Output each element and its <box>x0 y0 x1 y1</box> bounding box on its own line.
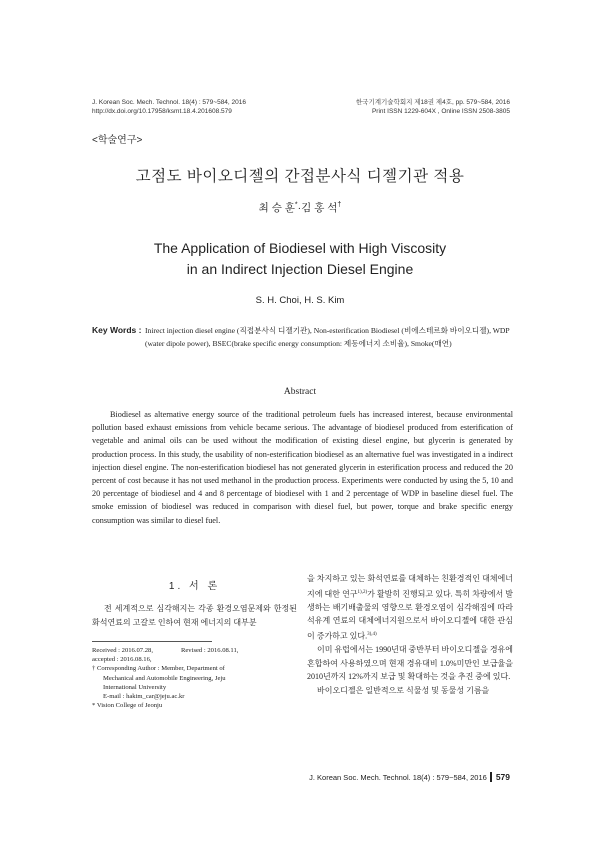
revised-date: Revised : 2016.08.11, <box>180 647 239 654</box>
affiliation-vision-college: * Vision College of Jeonju <box>92 702 163 710</box>
author-1: 최 승 훈 <box>258 202 295 214</box>
author-mark-2: † <box>337 201 342 209</box>
title-english-line-2: in an Indirect Injection Diesel Engine <box>186 261 414 277</box>
authors-korean <box>0 200 600 215</box>
citation-ref-2: 3),4) <box>367 632 377 638</box>
intro-left-column: 전 세계적으로 심각해지는 각종 환경오염문제와 한정된 화석연료의 고갈로 인하여 현재 에너지의 대부분 <box>92 604 297 627</box>
author-2: ·김 홍 석 <box>297 202 338 214</box>
doi-link[interactable]: http://dx.doi.org/10.17958/ksmt.18.4.201608.579 <box>92 108 232 115</box>
abstract-body: Biodiesel as alternative energy source of the traditional petroleum fuels has increased interest, because environmental pollution based exhaust emissions from vehicle became serious. The advantage of biodiesel produced from esterification of vegetable and animal oils can be used without the modification of existing diesel engine, but glycerin is generated by production process. In this study, the usability of non-esterification biodiesel as an alternative fuel was investigated in a indirect injection diesel engine. The non-esterification biodiesel has not generated glycerin in esterification process and reduced the 20 percent of cost because it has not used methanol in the production process. Experiments were conducted by using the 5, 10 and 20 percentage of biodiesel and 4 and 8 percentage of biodiesel with 1 and 2 percentage of WDP in baseline diesel fuel. The smoke emission of biodiesel was reduced in comparison with diesel fuel, but power, torque and brake specific energy consumption was similar to diesel fuel. <box>92 410 513 525</box>
journal-name-ko: 한국기계기술학회지 제18권 제4호, pp. 579~584, 2016 <box>355 99 510 106</box>
page-footer <box>309 772 510 782</box>
right-paragraph-2: 이미 유럽에서는 1990년대 중반부터 바이오디젤을 경유에 혼합하여 사용하였으며 현재 경유대비 1.0%미만인 보급율을 2010년까지 12%까지 보급 및 확대하는 것을 추진 중에 있다. <box>307 645 514 682</box>
keywords-label: Key Words : <box>92 325 142 335</box>
corresponding-author-2: Mechanical and Automobile Engineering, Jeju <box>103 674 226 682</box>
title-english-line-1: The Application of Biodiesel with High Viscosity <box>153 240 447 256</box>
title-korean: 고점도 바이오디젤의 간접분사식 디젤기관 적용 <box>135 168 465 185</box>
page-number: 579 <box>490 772 510 782</box>
journal-citation <box>92 98 246 116</box>
footnote-block <box>92 646 297 710</box>
right-p1-text: 을 차지하고 있는 화석연료를 대체하는 친환경적인 대체에너지에 대한 연구 <box>307 574 513 599</box>
right-p1-text-cont: 가 활발히 진행되고 있다. 특히 차량에서 발생하는 배기배출물의 영향으로 환경오염이 심각해짐에 따라 석유계 연료의 대체에너지원으로서 바이오디젤에 대한 관심이 증가하고 있다. <box>307 589 514 641</box>
keywords-text: Inirect injection diesel engine (직접분사식 디젤기관), Non-esterification Biodiesel (비에스테르화 바이오디젤), WDP (water dipole power), BSEC(brake specific energy consumption: 제동에너지 소비율), Smoke(매연) <box>145 326 510 348</box>
citation-ref-1: 1),2) <box>357 589 368 595</box>
issn: Print ISSN 1229-604X , Online ISSN 2508-3805 <box>371 108 510 115</box>
intro-right-column <box>307 572 513 698</box>
author-email[interactable]: E-mail : hakim_car@jeju.ac.kr <box>103 693 185 701</box>
title-english <box>0 238 600 280</box>
corresponding-author-3: International University <box>103 683 167 691</box>
right-paragraph-1 <box>307 572 513 643</box>
abstract-title: Abstract <box>283 387 317 397</box>
authors-english: S. H. Choi, H. S. Kim <box>255 295 345 306</box>
footnote-divider <box>92 641 212 642</box>
article-category: <학술연구> <box>92 135 143 146</box>
received-date: Received : 2016.07.28, <box>92 647 153 654</box>
footnote-dates-line <box>92 646 297 655</box>
corresponding-author-1: † Corresponding Author : Member, Department of <box>92 665 225 673</box>
author-mark-1: * <box>294 201 298 209</box>
journal-name-en: J. Korean Soc. Mech. Technol. 18(4) : 579~584, 2016 <box>92 99 246 106</box>
right-paragraph-3: 바이오디젤은 일반적으로 식물성 및 동물성 기름을 <box>317 686 490 696</box>
journal-citation-ko <box>356 98 510 116</box>
section-heading-introduction: 1. 서 론 <box>168 581 221 592</box>
accepted-date: accepted : 2016.08.16, <box>92 656 152 664</box>
footer-citation: J. Korean Soc. Mech. Technol. 18(4) : 579~584, 2016 <box>309 773 487 782</box>
